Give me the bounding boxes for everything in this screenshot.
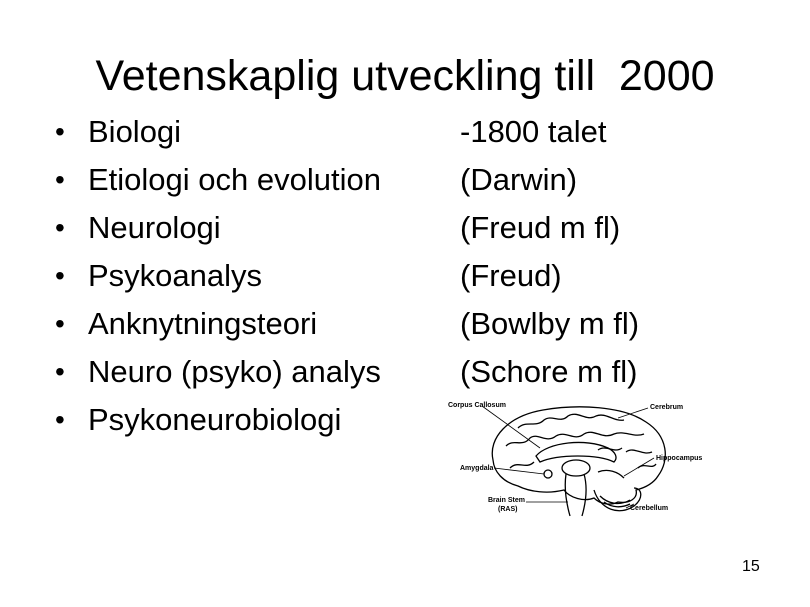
list-item [55,300,755,348]
brain-diagram [448,398,726,528]
item-label: Psykoneurobiologi [88,402,342,437]
bullet-icon: • [55,356,65,387]
label-ras: (RAS) [498,506,518,513]
item-note: (Bowlby m fl) [460,306,640,341]
label-cerebellum: Cerebellum [630,505,669,512]
item-note: (Darwin) [460,162,578,197]
label-brain-stem: Brain Stem [488,497,525,504]
item-note: -1800 talet [460,114,607,149]
list-item [55,252,755,300]
bullet-icon: • [55,404,65,435]
list-item [55,204,755,252]
list-item [55,108,755,156]
list-item [55,348,755,396]
item-label: Anknytningsteori [88,306,318,341]
bullet-icon: • [55,212,65,243]
label-amygdala: Amygdala [460,465,494,472]
list-item [55,156,755,204]
bullet-icon: • [55,164,65,195]
label-hippocampus: Hippocampus [656,455,703,462]
bullet-icon: • [55,260,65,291]
item-label: Neuro (psyko) analys [88,354,381,389]
item-note: (Freud) [460,258,562,293]
item-label: Psykoanalys [88,258,263,293]
item-label: Etiologi och evolution [88,162,381,197]
slide-title: Vetenskaplig utveckling till 2000 [95,52,715,100]
item-label: Neurologi [88,210,221,245]
item-note: (Freud m fl) [460,210,621,245]
label-cerebrum: Cerebrum [650,404,684,411]
item-note: (Schore m fl) [460,354,638,389]
bullet-icon: • [55,116,65,147]
page-number: 15 [742,558,760,575]
leader-lines [482,406,654,508]
bullet-icon: • [55,308,65,339]
item-label: Biologi [88,114,182,149]
label-corpus-callosum: Corpus Callosum [448,402,506,409]
